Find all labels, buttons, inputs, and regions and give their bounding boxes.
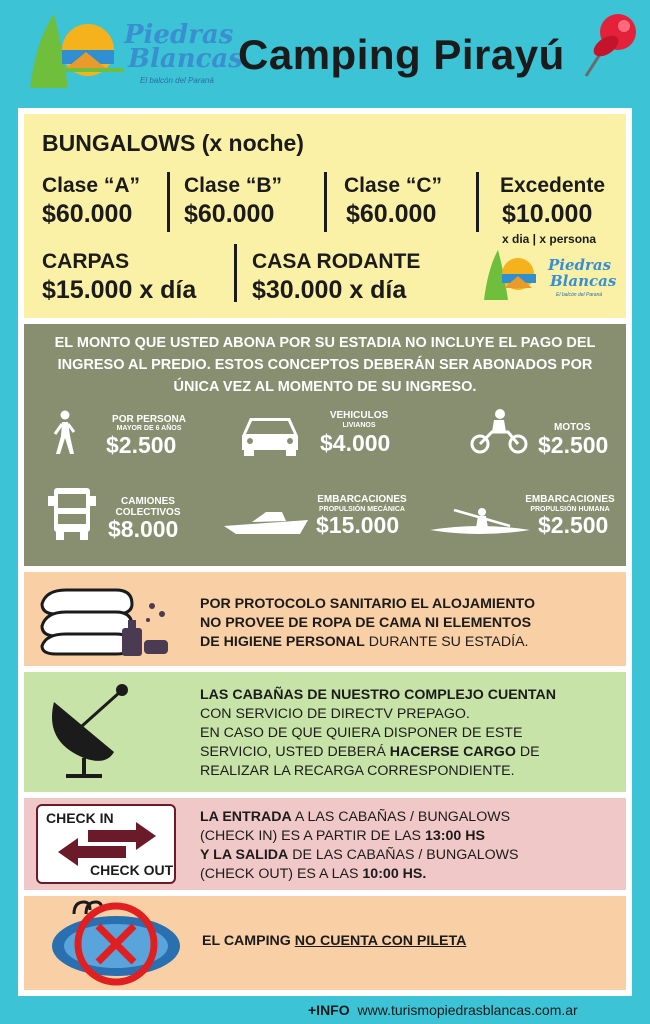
protocolo-line3: DE HIGIENE PERSONAL DURANTE SU ESTADÍA.: [200, 634, 529, 650]
walking-person-icon: [50, 410, 78, 456]
svg-text:Blancas: Blancas: [550, 272, 617, 290]
checkin-line4: (CHECK OUT) ES A LAS 10:00 HS.: [200, 866, 427, 882]
excedente-label: Excedente: [500, 174, 606, 197]
carpas-price: $15.000 x día: [42, 276, 197, 304]
excedente-note: x dia | x persona: [502, 232, 597, 246]
ingreso-notice: EL MONTO QUE USTED ABONA POR SU ESTADIA NO INCLUYE EL PAGO DEL INGRESO AL PREDIO. ESTOS CONCEPTOS DEBERÁN SER ABONADOS POR ÚNICA VEZ AL MOMENTO DE SU INGRESO.: [54, 335, 596, 395]
clase-a-label: Clase “A”: [42, 174, 141, 197]
divider: [324, 172, 327, 232]
swap-arrows-icon: [48, 818, 166, 868]
checkin-line3: Y LA SALIDA DE LAS CABAÑAS / BUNGALOWS: [200, 847, 519, 863]
no-pool-icon: [46, 898, 186, 988]
bungalows-title: BUNGALOWS (x noche): [42, 130, 304, 156]
footer-info: +INFO: [308, 1002, 350, 1018]
footer: [308, 1002, 578, 1018]
vehiculos-label: VEHICULOS: [329, 410, 389, 421]
camiones-label: CAMIONES: [121, 496, 175, 507]
embarcaciones-humana-label: EMBARCACIONES: [525, 494, 615, 505]
casa-rodante-price: $30.000 x día: [252, 276, 407, 304]
clase-c-price: $60.000: [346, 200, 437, 228]
clase-b-price: $60.000: [184, 200, 275, 228]
divider: [476, 172, 479, 232]
svg-text:Piedras: Piedras: [548, 256, 612, 274]
car-icon: [238, 412, 302, 456]
pileta-section: [24, 896, 626, 990]
ingreso-section: [24, 324, 626, 566]
satellite-dish-icon: [44, 682, 130, 782]
protocolo-line1: POR PROTOCOLO SANITARIO EL ALOJAMIENTO: [200, 596, 536, 612]
directv-line5: REALIZAR LA RECARGA CORRESPONDIENTE.: [200, 763, 515, 779]
clase-a-price: $60.000: [42, 200, 133, 228]
brand-line1: Piedras: [124, 20, 234, 50]
directv-line3: EN CASO DE QUE QUIERA DISPONER DE ESTE: [200, 725, 523, 741]
checkin-section: [24, 798, 626, 890]
checkin-line2: (CHECK IN) ES A PARTIR DE LAS 13:00 HS: [200, 828, 485, 844]
embarcaciones-mecanica-sub: PROPULSIÓN MECÁNICA: [319, 506, 405, 513]
check-out-label: CHECK OUT: [90, 862, 174, 878]
map-pin-icon: [582, 8, 644, 80]
protocolo-line2: NO PROVEE DE ROPA DE CAMA NI ELEMENTOS: [200, 615, 532, 631]
embarcaciones-mecanica-label: EMBARCACIONES: [317, 494, 407, 505]
truck-icon: [46, 484, 98, 540]
directv-line2: CON SERVICIO DE DIRECTV PREPAGO.: [200, 706, 470, 722]
motos-price: $2.500: [538, 432, 609, 458]
motorcycle-icon: [470, 408, 528, 454]
motos-label: MOTOS: [554, 422, 591, 433]
persona-sub: MAYOR DE 6 AÑOS: [116, 425, 182, 432]
casa-rodante-label: CASA RODANTE: [252, 250, 421, 273]
camiones-sub: COLECTIVOS: [115, 507, 181, 518]
check-in-label: CHECK IN: [46, 810, 114, 826]
brand-line2: Blancas: [128, 44, 243, 74]
brand-sub: El balcón del Paraná: [140, 76, 214, 85]
clase-b-label: Clase “B”: [184, 174, 283, 197]
kayak-icon: [428, 504, 532, 538]
camiones-price: $8.000: [108, 516, 179, 542]
carpas-label: CARPAS: [42, 250, 130, 273]
checkin-sign: [36, 804, 176, 884]
clase-c-label: Clase “C”: [344, 174, 443, 197]
directv-section: [24, 672, 626, 792]
footer-url[interactable]: www.turismopiedrasblancas.com.ar: [357, 1002, 578, 1018]
divider: [234, 244, 237, 302]
vehiculos-sub: LIVIANOS: [342, 422, 376, 429]
vehiculos-price: $4.000: [320, 430, 391, 456]
excedente-price: $10.000: [502, 200, 593, 228]
pileta-text: EL CAMPING NO CUENTA CON PILETA: [202, 933, 467, 949]
bungalows-section: [24, 114, 626, 318]
directv-line1: LAS CABAÑAS DE NUESTRO COMPLEJO CUENTAN: [200, 687, 557, 703]
embarcaciones-humana-sub: PROPULSIÓN HUMANA: [530, 506, 610, 513]
towels-soap-icon: [36, 582, 172, 660]
protocolo-section: [24, 572, 626, 666]
page-title: Camping Pirayú: [238, 31, 565, 78]
speedboat-icon: [222, 508, 312, 536]
svg-text:El balcón del Paraná: El balcón del Paraná: [556, 292, 603, 298]
checkin-line1: LA ENTRADA A LAS CABAÑAS / BUNGALOWS: [200, 809, 511, 825]
divider: [167, 172, 170, 232]
persona-price: $2.500: [106, 432, 177, 458]
embarcaciones-humana-price: $2.500: [538, 512, 609, 538]
header: [0, 0, 650, 108]
piedras-blancas-small-logo-icon: [482, 248, 618, 306]
directv-line4: SERVICIO, USTED DEBERÁ HACERSE CARGO DE: [200, 744, 540, 760]
embarcaciones-mecanica-price: $15.000: [316, 512, 400, 538]
persona-label: POR PERSONA: [112, 414, 186, 425]
